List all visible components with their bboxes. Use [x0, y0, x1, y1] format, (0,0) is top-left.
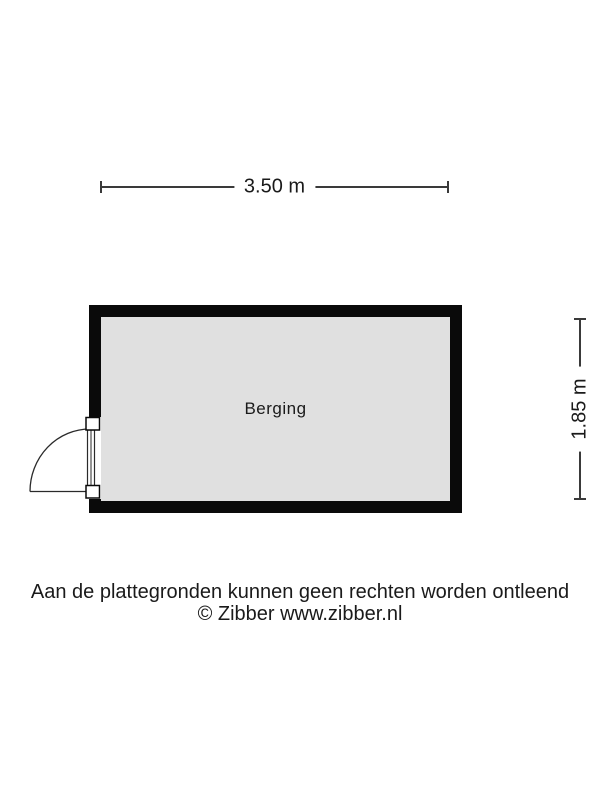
door-symbol — [20, 400, 110, 510]
dimension-tick-top — [574, 318, 586, 320]
dimension-tick-left — [100, 181, 102, 193]
dimension-tick-bottom — [574, 498, 586, 500]
door-frame-bottom — [86, 486, 100, 499]
door-swing-arc — [30, 429, 90, 492]
credit-text: © Zibber www.zibber.nl — [197, 603, 403, 625]
room-name-label: Berging — [244, 399, 307, 418]
disclaimer-text: Aan de plattegronden kunnen geen rechten worden ontleend — [30, 581, 570, 603]
dimension-tick-right — [447, 181, 449, 193]
width-dimension — [100, 175, 449, 198]
width-dimension-label: 3.50 m — [234, 176, 315, 199]
height-dimension-label: 1.85 m — [569, 366, 592, 451]
footer — [0, 581, 600, 625]
room-floor — [101, 317, 450, 501]
door-frame-top — [86, 418, 100, 431]
height-dimension — [568, 318, 591, 500]
room-walls — [89, 305, 462, 513]
